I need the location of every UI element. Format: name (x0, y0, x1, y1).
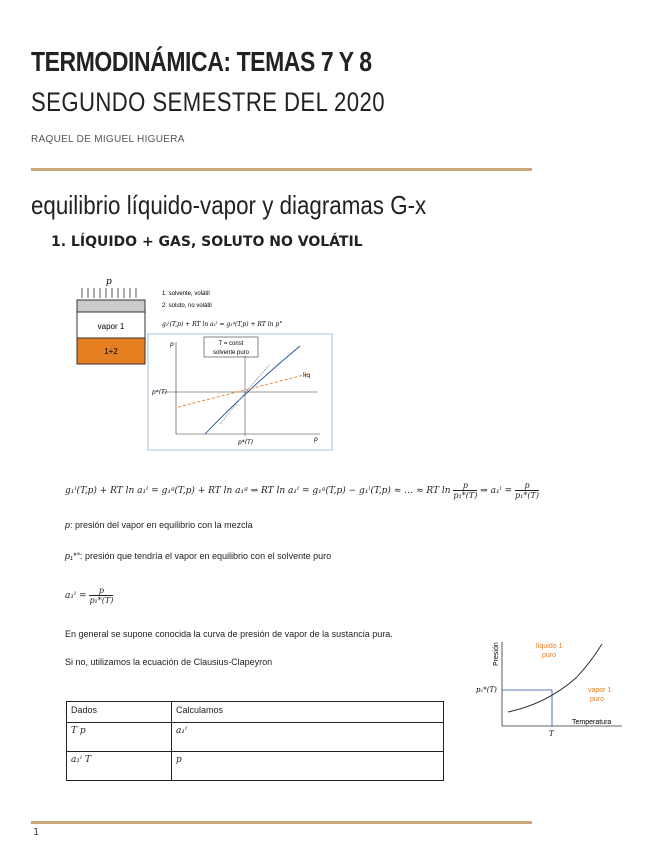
def-p: p: presión del vapor en equilibrio con la mezcla (65, 520, 253, 530)
page-number: 1 (33, 827, 40, 838)
liquid-label: 1+2 (104, 347, 118, 356)
axis-y-label: p (170, 341, 174, 348)
plot2-xlabel: Temperatura (572, 719, 612, 726)
box-line2: solvente puro (212, 350, 250, 356)
eq-fraction-2: $\frac{p}{\text{p₁*(T)}}$ (515, 481, 539, 500)
table-cell: T p (67, 723, 172, 752)
region-vapor-1: vapor 1 (588, 687, 612, 694)
region-liquid-1: líquido 1 (536, 643, 563, 650)
def-pstar: p₁*°: presión que tendría el vapor en equilibrio con el solvente puro (65, 551, 332, 561)
plot2-tick-x: T (549, 730, 554, 738)
note-solvent: 1: solvente, volátil (162, 291, 210, 297)
table-row (67, 752, 444, 781)
table-header: Calculamos (172, 702, 444, 723)
table-cell: a₁ˡ T (67, 752, 172, 781)
axis-x-label: p (314, 436, 318, 443)
table-header: Dados (67, 702, 172, 723)
box-line1: T = const (218, 341, 244, 347)
doc-subtitle: SEGUNDO SEMESTRE DEL 2020 (31, 87, 385, 117)
plot2-tick-y: p₁*(T) (476, 686, 497, 694)
plot2-ylabel: Presión (493, 642, 500, 666)
tick-y: p*(T) (152, 389, 168, 396)
data-table (66, 701, 444, 781)
table-cell: a₁ˡ (172, 723, 444, 752)
doc-title: TERMODINÁMICA: TEMAS 7 Y 8 (31, 46, 372, 77)
figure-vapor-pressure (476, 634, 626, 744)
author: RAQUEL DE MIGUEL HIGUERA (31, 134, 185, 145)
section-heading: equilibrio líquido-vapor y diagramas G-x (31, 190, 427, 220)
pressure-label: p (106, 277, 112, 287)
tick-x: p*(T) (238, 439, 254, 446)
activity-equation: a₁ˡ = $\frac{p}{\text{p₁*(T)}}$ (65, 586, 114, 605)
eq-fraction: $\frac{p}{\text{p₁*(T)}}$ (453, 481, 478, 500)
footer-divider (31, 821, 532, 824)
paragraph-1: En general se supone conocida la curva de presión de vapor de la sustancia pura. (65, 629, 393, 639)
region-liquid-2: puro (542, 652, 557, 659)
table-cell: p (172, 752, 444, 781)
region-vapor-2: puro (590, 696, 605, 703)
note-solute: 2: soluto, no volátil (162, 303, 212, 309)
paragraph-2: Si no, utilizamos la ecuación de Clausius-Clapeyron (65, 657, 273, 667)
vapor-label: vapor 1 (97, 322, 125, 331)
note-equation: g₁ˡ(T,p) + RT ln a₁ˡ = g₁ᵍ(T,p) + RT ln p° (162, 321, 283, 328)
header-divider (31, 168, 532, 171)
figure-vapor-liquid (70, 274, 340, 452)
curve-label-liq: liq (303, 372, 311, 379)
table-row (67, 723, 444, 752)
main-equation: g₁ˡ(T,p) + RT ln a₁ˡ = g₁ᵍ(T,p) + RT ln a₁ᵍ ⇒ RT ln a₁ˡ = g₁ᵍ(T,p) − g₁ˡ(T,p) ≈ … ≈ RT ln $\frac{p}{\text{p₁*(T)}}$ ⇒ a₁ˡ = $\frac{p}{\text{p₁*(T)}}$ (65, 481, 539, 500)
table-header-row (67, 702, 444, 723)
subsection-heading: 1. LÍQUIDO + GAS, SOLUTO NO VOLÁTIL (51, 234, 363, 250)
